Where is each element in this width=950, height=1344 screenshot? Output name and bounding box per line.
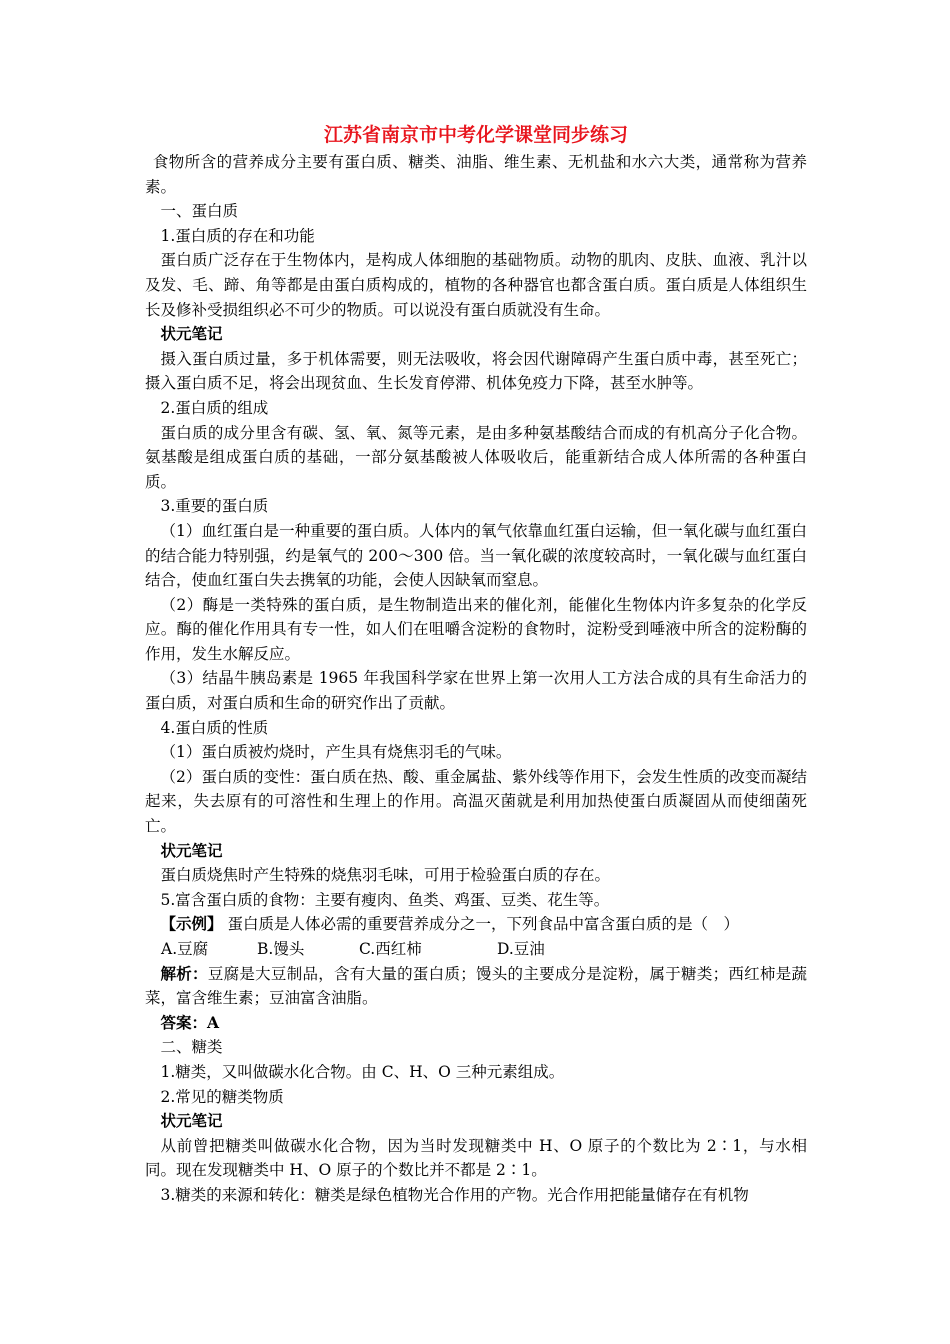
- example-tag: 【示例】: [160, 914, 223, 934]
- paragraph-denaturation: （2）蛋白质的变性：蛋白质在热、酸、重金属盐、紫外线等作用下，会发生性质的改变而凝结起来，失去原有的可溶性和生理上的作用。高温灭菌就是利用加热使蛋白质凝固从而使细菌死亡。: [145, 767, 807, 836]
- intro-paragraph: 食物所含的营养成分主要有蛋白质、糖类、油脂、维生素、无机盐和水六大类，通常称为营养素。: [145, 153, 807, 196]
- section-heading-sugars: 二、糖类: [160, 1038, 223, 1057]
- option-c: C.西红柿: [359, 940, 422, 958]
- option-d: D.豆油: [497, 940, 545, 958]
- document-page: [145, 120, 807, 1208]
- section-heading-protein: 一、蛋白质: [160, 202, 239, 221]
- subheading-composition: 2.蛋白质的组成: [160, 398, 269, 417]
- subheading-protein-foods: 5.富含蛋白质的食物：主要有瘦肉、鱼类、鸡蛋、豆类、花生等。: [160, 890, 610, 909]
- note-paragraph: 蛋白质烧焦时产生特殊的烧焦羽毛味，可用于检验蛋白质的存在。: [160, 866, 611, 885]
- subheading-existence: 1.蛋白质的存在和功能: [160, 226, 315, 245]
- option-b: B.馒头: [257, 940, 305, 958]
- paragraph-burning: （1）蛋白质被灼烧时，产生具有烧焦羽毛的气味。: [160, 743, 512, 762]
- paragraph-enzyme: （2）酶是一类特殊的蛋白质，是生物制造出来的催化剂，能催化生物体内许多复杂的化学反应。酶的催化作用具有专一性，如人们在咀嚼含淀粉的食物时，淀粉受到唾液中所含的淀粉酶的作用，发生水解反应。: [145, 595, 807, 663]
- option-a: A.豆腐: [161, 940, 209, 958]
- analysis-paragraph: [145, 962, 807, 1011]
- subheading-properties: 4.蛋白质的性质: [160, 718, 269, 737]
- analysis-text: 豆腐是大豆制品，含有大量的蛋白质；馒头的主要成分是淀粉，属于糖类；西红柿是蔬菜，富含维生素；豆油富含油脂。: [145, 964, 807, 1008]
- note-paragraph: 从前曾把糖类叫做碳水化合物，因为当时发现糖类中 H、O 原子的个数比为 2∶1，与水相同。现在发现糖类中 H、O 原子的个数比并不都是 2∶1。: [145, 1136, 807, 1180]
- subheading-common-sugars: 2.常见的糖类物质: [160, 1087, 284, 1106]
- note-heading: 状元笔记: [160, 324, 223, 344]
- note-heading: 状元笔记: [160, 1111, 223, 1131]
- subheading-sugar-sources: 3.糖类的来源和转化：糖类是绿色植物光合作用的产物。光合作用把能量储存在有机物: [160, 1185, 749, 1204]
- paragraph-insulin: （3）结晶牛胰岛素是 1965 年我国科学家在世界上第一次用人工方法合成的具有生命活力的蛋白质，对蛋白质和生命的研究作出了贡献。: [145, 669, 807, 713]
- subheading-important-proteins: 3.重要的蛋白质: [160, 497, 269, 516]
- subheading-sugar-definition: 1.糖类，又叫做碳水化合物。由 C、H、O 三种元素组成。: [160, 1062, 565, 1081]
- paragraph-hemoglobin: （1）血红蛋白是一种重要的蛋白质。人体内的氧气依靠血红蛋白运输，但一氧化碳与血红蛋白的结合能力特别强，约是氧气的 200～300 倍。当一氧化碳的浓度较高时，一氧化碳与血红蛋白结合，使血红蛋白失去携氧的功能，会使人因缺氧而窒息。: [145, 521, 807, 590]
- note-heading: 状元笔记: [160, 840, 223, 860]
- answer-line: 答案：A: [160, 1012, 220, 1032]
- answer-options: [145, 937, 807, 962]
- example-text: 蛋白质是人体必需的重要营养成分之一，下列食品中富含蛋白质的是（ ）: [222, 915, 739, 934]
- note-paragraph: 摄入蛋白质过量，多于机体需要，则无法吸收，将会因代谢障碍产生蛋白质中毒，甚至死亡；摄入蛋白质不足，将会出现贫血、生长发育停滞、机体免疫力下降，甚至水肿等。: [145, 349, 807, 393]
- document-title: 江苏省南京市中考化学课堂同步练习: [323, 124, 628, 146]
- paragraph-existence: 蛋白质广泛存在于生物体内，是构成人体细胞的基础物质。动物的肌肉、皮肤、血液、乳汁以及发、毛、蹄、角等都是由蛋白质构成的，植物的各种器官也都含蛋白质。蛋白质是人体组织生长及修补受损组织必不可少的物质。可以说没有蛋白质就没有生命。: [145, 251, 807, 319]
- analysis-tag: 解析：: [160, 963, 208, 983]
- example-question: [145, 912, 807, 937]
- paragraph-composition: 蛋白质的成分里含有碳、氢、氧、氮等元素，是由多种氨基酸结合而成的有机高分子化合物。氨基酸是组成蛋白质的基础，一部分氨基酸被人体吸收后，能重新结合成人体所需的各种蛋白质。: [145, 423, 807, 491]
